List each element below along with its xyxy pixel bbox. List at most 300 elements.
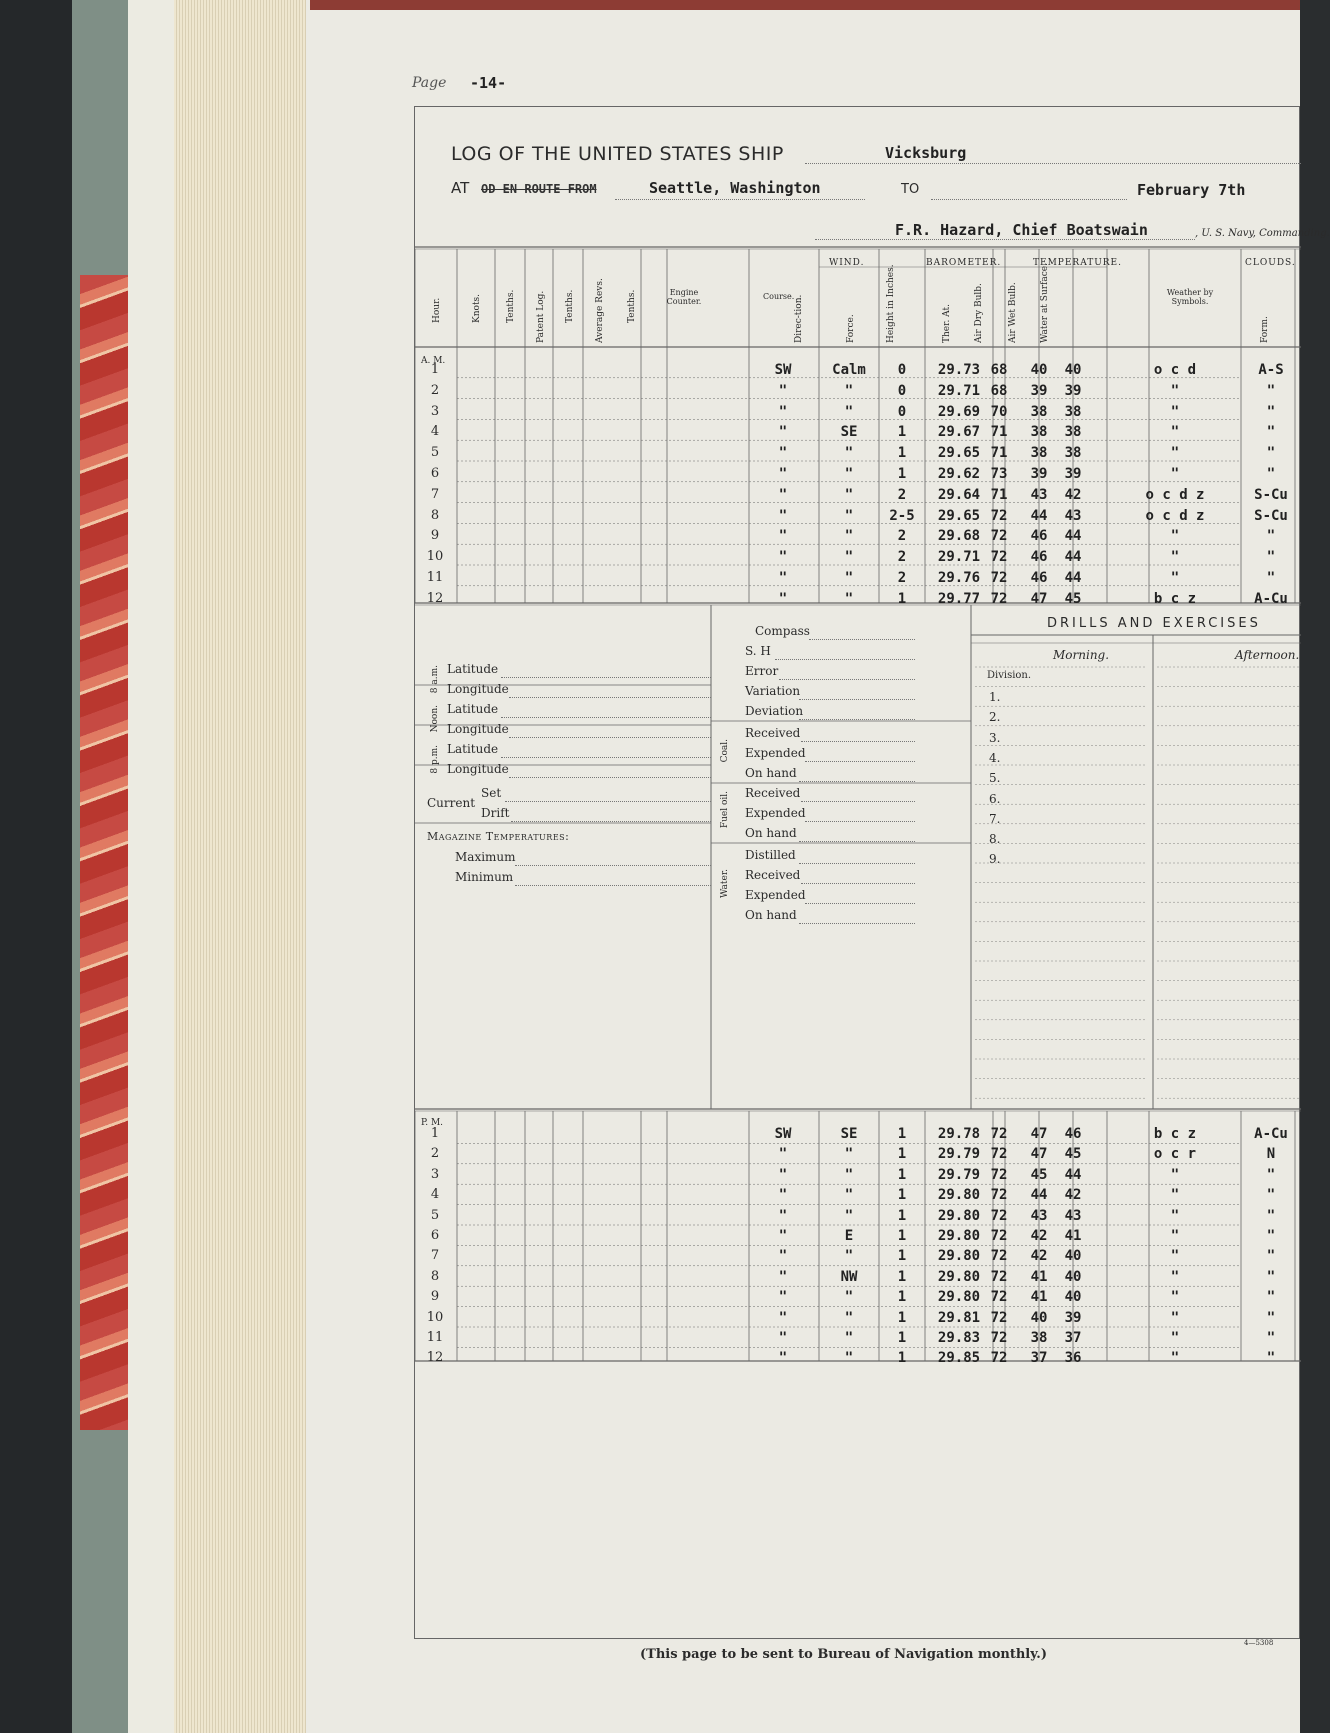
wind-header: WIND. xyxy=(829,258,865,268)
pm-height-cell: 29.83 xyxy=(937,1330,981,1346)
pm-course-cell: " xyxy=(778,1330,788,1346)
drill-division-number: 1. xyxy=(989,690,1001,704)
drill-division-number: 6. xyxy=(989,791,1001,806)
pm-hour-cell: 2 xyxy=(430,1146,440,1162)
drill-division-number: 4. xyxy=(989,750,1001,765)
water-label: Water. xyxy=(720,869,730,898)
am-course-cell: " xyxy=(778,507,788,524)
pm-hour-cell: 6 xyxy=(430,1228,440,1243)
noon-latitude-label: Latitude xyxy=(447,702,499,716)
am-hour-cell: 12 xyxy=(426,590,444,606)
am-course-cell: " xyxy=(778,549,788,566)
pm-hour-cell: 3 xyxy=(430,1166,440,1182)
am-form-cell: S-Cu xyxy=(1254,486,1288,503)
am-wet-cell: 42 xyxy=(1064,486,1082,503)
am-ther-cell: 68 xyxy=(990,362,1008,378)
pm-dry-cell: 41 xyxy=(1030,1289,1048,1306)
pm-dir-cell: " xyxy=(844,1350,854,1367)
magazine-max-label: Maximum xyxy=(455,850,516,864)
am-ther-cell: 71 xyxy=(990,445,1008,462)
pm-course-cell: " xyxy=(778,1289,788,1306)
am-form-cell: " xyxy=(1266,466,1276,482)
fuel-on-hand-label: On hand xyxy=(745,826,797,840)
pm-dry-cell: 38 xyxy=(1030,1330,1048,1346)
pm-ther-cell: 72 xyxy=(990,1268,1008,1285)
am-course-cell: " xyxy=(778,403,788,420)
am-wet-cell: 44 xyxy=(1064,549,1082,566)
am-wet-cell: 39 xyxy=(1064,466,1082,482)
am-force-cell: 2 xyxy=(897,549,907,566)
am-dry-cell: 38 xyxy=(1030,403,1048,420)
navy-label: , U. S. Navy, Commanding. xyxy=(1195,228,1330,239)
am-hour-cell: 5 xyxy=(430,445,440,461)
pm-dry-cell: 42 xyxy=(1030,1248,1048,1265)
water-surface-header: Water at Surface. xyxy=(1040,263,1050,343)
pm-wet-cell: 43 xyxy=(1064,1207,1082,1224)
ship-name: Vicksburg xyxy=(885,144,967,162)
am-course-cell: SW xyxy=(774,362,792,378)
pm-hour-cell: 1 xyxy=(430,1126,440,1141)
pm-course-cell: " xyxy=(778,1166,788,1183)
pm-ther-cell: 72 xyxy=(990,1350,1008,1367)
am-latitude-label: Latitude xyxy=(447,662,499,676)
pm-course-cell: " xyxy=(778,1146,788,1163)
pm-weather-cell: b c z xyxy=(1153,1126,1197,1142)
pm-force-cell: 1 xyxy=(897,1309,907,1326)
am-force-cell: 2-5 xyxy=(889,507,915,524)
am-hour-cell: 7 xyxy=(430,486,440,502)
am-hour-cell: 8 xyxy=(430,507,440,523)
pm-dry-cell: 37 xyxy=(1030,1350,1048,1367)
am-dry-cell: 38 xyxy=(1030,445,1048,462)
am-dir-cell: " xyxy=(844,403,854,420)
pm-hour-cell: 10 xyxy=(426,1309,444,1325)
tenths-header: Tenths. xyxy=(506,289,516,323)
pm-dry-cell: 44 xyxy=(1030,1187,1048,1204)
drill-division-number: 5. xyxy=(989,771,1001,786)
pm-force-cell: 1 xyxy=(897,1289,907,1306)
air-wet-header: Air Wet Bulb. xyxy=(1008,282,1018,343)
sh-label: S. H xyxy=(745,644,771,658)
am-force-cell: 1 xyxy=(897,445,907,462)
am-wet-cell: 44 xyxy=(1064,570,1082,586)
pm-wet-cell: 45 xyxy=(1064,1146,1082,1163)
drill-division-number: 2. xyxy=(989,710,1001,725)
am-weather-cell: " xyxy=(1170,466,1180,482)
pm-ther-cell: 72 xyxy=(990,1330,1008,1346)
am-course-cell: " xyxy=(778,590,788,607)
water-expended-label: Expended xyxy=(745,888,806,902)
pm-hour-cell: 5 xyxy=(430,1207,440,1223)
am-ther-cell: 68 xyxy=(990,382,1008,399)
drill-division-number: 3. xyxy=(989,730,1001,745)
am-wet-cell: 43 xyxy=(1064,507,1082,524)
am-dry-cell: 47 xyxy=(1030,590,1048,607)
drill-division-number: 9. xyxy=(989,852,1001,867)
pos-am-label: 8 a.m. xyxy=(430,665,440,694)
am-height-cell: 29.71 xyxy=(937,549,981,566)
pm-force-cell: 1 xyxy=(897,1146,907,1163)
barometer-header: BAROMETER. xyxy=(926,258,1002,268)
am-dir-cell: " xyxy=(844,382,854,399)
am-ther-cell: 72 xyxy=(990,570,1008,586)
pos-noon-label: Noon. xyxy=(430,705,440,733)
am-force-cell: 1 xyxy=(897,590,907,607)
am-ther-cell: 72 xyxy=(990,549,1008,566)
pm-wet-cell: 41 xyxy=(1064,1228,1082,1244)
pm-course-cell: " xyxy=(778,1268,788,1285)
pm-form-cell: " xyxy=(1266,1309,1276,1326)
am-course-cell: " xyxy=(778,570,788,586)
pm-height-cell: 29.79 xyxy=(937,1166,981,1183)
pm-force-cell: 1 xyxy=(897,1126,907,1142)
pm-weather-cell: " xyxy=(1170,1268,1180,1285)
am-height-cell: 29.71 xyxy=(937,382,981,399)
am-form-cell: " xyxy=(1266,403,1276,420)
pm-hour-cell: 4 xyxy=(430,1187,440,1203)
pm-dry-cell: 47 xyxy=(1030,1146,1048,1163)
am-force-cell: 2 xyxy=(897,528,907,545)
at-label: AT xyxy=(451,179,470,197)
am-dir-cell: " xyxy=(844,590,854,607)
avg-revs-header: Average Revs. xyxy=(595,278,605,343)
am-height-cell: 29.76 xyxy=(937,570,981,586)
pm-hour-cell: 12 xyxy=(426,1350,444,1366)
am-course-cell: " xyxy=(778,445,788,462)
am-dir-cell: " xyxy=(844,528,854,545)
am-weather-cell: o c d z xyxy=(1145,507,1205,524)
pm-form-cell: N xyxy=(1266,1146,1276,1163)
current-drift-label: Drift xyxy=(481,806,510,820)
pm-height-cell: 29.85 xyxy=(937,1350,981,1367)
baro-height-header: Height in Inches. xyxy=(886,264,896,343)
am-form-cell: " xyxy=(1266,445,1276,462)
pm-form-cell: " xyxy=(1266,1166,1276,1183)
am-weather-cell: " xyxy=(1170,382,1180,399)
pm-weather-cell: " xyxy=(1170,1207,1180,1224)
pm-dry-cell: 42 xyxy=(1030,1228,1048,1244)
pm-weather-cell: " xyxy=(1170,1228,1180,1244)
magazine-label: Magazine Temperatures: xyxy=(427,830,570,843)
pm-height-cell: 29.80 xyxy=(937,1268,981,1285)
drills-title: DRILLS AND EXERCISES xyxy=(1047,616,1261,631)
pm-wet-cell: 40 xyxy=(1064,1289,1082,1306)
am-force-cell: 1 xyxy=(897,424,907,441)
am-dry-cell: 40 xyxy=(1030,362,1048,378)
pm-wet-cell: 36 xyxy=(1064,1350,1082,1367)
current-label: Current xyxy=(427,796,476,810)
pm-force-cell: 1 xyxy=(897,1350,907,1367)
am-ther-cell: 72 xyxy=(990,528,1008,545)
am-dry-cell: 39 xyxy=(1030,466,1048,482)
pm-dir-cell: " xyxy=(844,1187,854,1204)
am-height-cell: 29.67 xyxy=(937,424,981,441)
am-label: A. M. xyxy=(421,356,446,366)
water-on-hand-label: On hand xyxy=(745,908,797,922)
pm-dir-cell: " xyxy=(844,1166,854,1183)
am-wet-cell: 38 xyxy=(1064,445,1082,462)
am-ther-cell: 72 xyxy=(990,507,1008,524)
am-hour-cell: 2 xyxy=(430,382,440,398)
pm-dry-cell: 43 xyxy=(1030,1207,1048,1224)
pm-form-cell: " xyxy=(1266,1268,1276,1285)
knots-header: Knots. xyxy=(472,293,482,323)
air-dry-header: Air Dry Bulb. xyxy=(974,283,984,343)
pm-height-cell: 29.79 xyxy=(937,1146,981,1163)
pm-course-cell: " xyxy=(778,1309,788,1326)
am-dir-cell: " xyxy=(844,549,854,566)
am-ther-cell: 71 xyxy=(990,424,1008,441)
am-weather-cell: " xyxy=(1170,528,1180,545)
pm-form-cell: " xyxy=(1266,1289,1276,1306)
am-wet-cell: 40 xyxy=(1064,362,1082,378)
am-wet-cell: 39 xyxy=(1064,382,1082,399)
baro-ther-header: Ther. At. xyxy=(942,304,952,343)
pm-dir-cell: SE xyxy=(840,1126,858,1142)
am-wet-cell: 45 xyxy=(1064,590,1082,607)
drill-division-number: 7. xyxy=(989,811,1001,826)
hour-header: Hour. xyxy=(432,297,442,323)
am-dir-cell: " xyxy=(844,486,854,503)
clouds-header: CLOUDS. xyxy=(1245,258,1296,268)
pm-dir-cell: " xyxy=(844,1248,854,1265)
pm-dry-cell: 45 xyxy=(1030,1166,1048,1183)
am-dry-cell: 43 xyxy=(1030,486,1048,503)
fuel-received-label: Received xyxy=(745,786,801,800)
pm-form-cell: " xyxy=(1266,1207,1276,1224)
pm-form-cell: " xyxy=(1266,1228,1276,1244)
pm-form-cell: A-Cu xyxy=(1254,1126,1288,1142)
am-force-cell: 0 xyxy=(897,362,907,378)
am-form-cell: " xyxy=(1266,382,1276,399)
water-distilled-label: Distilled xyxy=(745,848,796,862)
page-label: Page xyxy=(412,75,447,91)
noon-longitude-label: Longitude xyxy=(447,722,509,736)
am-hour-cell: 4 xyxy=(430,424,440,440)
am-dry-cell: 39 xyxy=(1030,382,1048,399)
pm-course-cell: " xyxy=(778,1228,788,1244)
pm-force-cell: 1 xyxy=(897,1248,907,1265)
pm-form-cell: " xyxy=(1266,1330,1276,1346)
am-form-cell: " xyxy=(1266,424,1276,441)
pm-wet-cell: 40 xyxy=(1064,1268,1082,1285)
pm-wet-cell: 42 xyxy=(1064,1187,1082,1204)
pm-height-cell: 29.80 xyxy=(937,1207,981,1224)
am-height-cell: 29.77 xyxy=(937,590,981,607)
pm-force-cell: 1 xyxy=(897,1207,907,1224)
pm-dry-cell: 40 xyxy=(1030,1309,1048,1326)
pm-course-cell: " xyxy=(778,1350,788,1367)
log-sheet xyxy=(414,106,1330,1639)
log-grid xyxy=(415,107,1301,1640)
am-height-cell: 29.73 xyxy=(937,362,981,378)
am-hour-cell: 9 xyxy=(430,528,440,544)
am-dir-cell: Calm xyxy=(832,362,866,378)
am-dry-cell: 46 xyxy=(1030,570,1048,586)
page-number: -14- xyxy=(470,74,507,92)
pm-height-cell: 29.80 xyxy=(937,1228,981,1244)
pm-ther-cell: 72 xyxy=(990,1309,1008,1326)
am-form-cell: " xyxy=(1266,549,1276,566)
am-ther-cell: 70 xyxy=(990,403,1008,420)
pm-dry-cell: 47 xyxy=(1030,1126,1048,1142)
am-course-cell: " xyxy=(778,486,788,503)
am-weather-cell: " xyxy=(1170,570,1180,586)
am-longitude-label: Longitude xyxy=(447,682,509,696)
log-date: February 7th xyxy=(1137,181,1246,199)
am-form-cell: S-Cu xyxy=(1254,507,1288,524)
am-weather-cell: " xyxy=(1170,424,1180,441)
patent-log-header: Patent Log. xyxy=(536,290,546,343)
pm-weather-cell: " xyxy=(1170,1248,1180,1265)
am-weather-cell: " xyxy=(1170,403,1180,420)
tenths2-header: Tenths. xyxy=(565,289,575,323)
am-height-cell: 29.65 xyxy=(937,445,981,462)
pm-hour-cell: 8 xyxy=(430,1268,440,1284)
pm-ther-cell: 72 xyxy=(990,1207,1008,1224)
am-hour-cell: 3 xyxy=(430,403,440,419)
am-hour-cell: 1 xyxy=(430,362,440,377)
am-form-cell: " xyxy=(1266,528,1276,545)
pm-height-cell: 29.80 xyxy=(937,1187,981,1204)
pm-height-cell: 29.80 xyxy=(937,1289,981,1306)
am-ther-cell: 71 xyxy=(990,486,1008,503)
am-height-cell: 29.68 xyxy=(937,528,981,545)
am-wet-cell: 44 xyxy=(1064,528,1082,545)
pm-label: P. M. xyxy=(421,1118,444,1128)
am-weather-cell: " xyxy=(1170,549,1180,566)
pm-wet-cell: 44 xyxy=(1064,1166,1082,1183)
compass-label: Compass xyxy=(755,624,810,638)
deviation-label: Deviation xyxy=(745,704,804,718)
am-course-cell: " xyxy=(778,466,788,482)
pm-course-cell: " xyxy=(778,1248,788,1265)
pm-form-cell: " xyxy=(1266,1350,1276,1367)
am-course-cell: " xyxy=(778,528,788,545)
coal-on-hand-label: On hand xyxy=(745,766,797,780)
pm-ther-cell: 72 xyxy=(990,1146,1008,1163)
am-dir-cell: " xyxy=(844,466,854,482)
magazine-min-label: Minimum xyxy=(455,870,514,884)
am-height-cell: 29.62 xyxy=(937,466,981,482)
weather-header: Weather by Symbols. xyxy=(1166,288,1214,306)
am-course-cell: " xyxy=(778,382,788,399)
officer-name: F.R. Hazard, Chief Boatswain xyxy=(895,221,1148,239)
engine-counter-header: Engine Counter. xyxy=(666,288,702,306)
pm-dry-cell: 41 xyxy=(1030,1268,1048,1285)
am-form-cell: A-Cu xyxy=(1254,590,1288,607)
pm-force-cell: 1 xyxy=(897,1268,907,1285)
am-ther-cell: 72 xyxy=(990,590,1008,607)
am-dir-cell: " xyxy=(844,445,854,462)
at-struck-text: OD EN ROUTE FROM xyxy=(481,182,597,196)
wind-direction-header: Direc-tion. xyxy=(794,294,804,343)
pm-hour-cell: 7 xyxy=(430,1248,440,1264)
pm-wet-cell: 37 xyxy=(1064,1330,1082,1346)
am-form-cell: " xyxy=(1266,570,1276,586)
pm-ther-cell: 72 xyxy=(990,1187,1008,1204)
pm-weather-cell: o c r xyxy=(1153,1146,1197,1163)
pm-dir-cell: NW xyxy=(840,1268,858,1285)
pm-wet-cell: 46 xyxy=(1064,1126,1082,1142)
pm-force-cell: 1 xyxy=(897,1228,907,1244)
current-set-label: Set xyxy=(481,786,502,800)
flyleaf xyxy=(128,0,180,1733)
am-force-cell: 2 xyxy=(897,486,907,503)
pm-force-cell: 1 xyxy=(897,1187,907,1204)
tenths3-header: Tenths. xyxy=(627,289,637,323)
pm-dir-cell: " xyxy=(844,1207,854,1224)
pm-weather-cell: " xyxy=(1170,1289,1180,1306)
am-force-cell: 1 xyxy=(897,466,907,482)
fuel-expended-label: Expended xyxy=(745,806,806,820)
am-height-cell: 29.64 xyxy=(937,486,981,503)
drill-division-number: 8. xyxy=(989,832,1001,847)
pm-dir-cell: " xyxy=(844,1330,854,1346)
pm-form-cell: " xyxy=(1266,1187,1276,1204)
am-dir-cell: " xyxy=(844,507,854,524)
footer-note: (This page to be sent to Bureau of Navigation monthly.) xyxy=(640,1647,1047,1662)
am-height-cell: 29.65 xyxy=(937,507,981,524)
am-form-cell: A-S xyxy=(1258,362,1284,378)
pm-dir-cell: " xyxy=(844,1309,854,1326)
pos-pm-label: 8 p.m. xyxy=(430,745,440,774)
pm-latitude-label: Latitude xyxy=(447,742,499,756)
am-dry-cell: 44 xyxy=(1030,507,1048,524)
pm-weather-cell: " xyxy=(1170,1166,1180,1183)
coal-expended-label: Expended xyxy=(745,746,806,760)
pm-ther-cell: 72 xyxy=(990,1166,1008,1183)
am-dry-cell: 38 xyxy=(1030,424,1048,441)
course-header: Course. xyxy=(763,292,795,301)
am-hour-cell: 6 xyxy=(430,466,440,481)
am-weather-cell: " xyxy=(1170,445,1180,462)
pm-wet-cell: 40 xyxy=(1064,1248,1082,1265)
am-dir-cell: " xyxy=(844,570,854,586)
am-hour-cell: 11 xyxy=(426,570,444,585)
pm-weather-cell: " xyxy=(1170,1350,1180,1367)
pm-weather-cell: " xyxy=(1170,1330,1180,1346)
am-dry-cell: 46 xyxy=(1030,528,1048,545)
fuel-oil-label: Fuel oil. xyxy=(720,791,730,829)
am-weather-cell: o c d xyxy=(1153,362,1197,378)
pm-dir-cell: E xyxy=(844,1228,854,1244)
pm-hour-cell: 11 xyxy=(426,1330,444,1345)
pm-height-cell: 29.80 xyxy=(937,1248,981,1265)
pm-form-cell: " xyxy=(1266,1248,1276,1265)
pm-wet-cell: 39 xyxy=(1064,1309,1082,1326)
am-force-cell: 0 xyxy=(897,403,907,420)
pm-weather-cell: " xyxy=(1170,1187,1180,1204)
am-ther-cell: 73 xyxy=(990,466,1008,482)
drills-afternoon: Afternoon. xyxy=(1235,648,1300,662)
pm-height-cell: 29.78 xyxy=(937,1126,981,1142)
pm-weather-cell: " xyxy=(1170,1309,1180,1326)
am-force-cell: 2 xyxy=(897,570,907,586)
pm-force-cell: 1 xyxy=(897,1330,907,1346)
pm-longitude-label: Longitude xyxy=(447,762,509,776)
page-block-edge xyxy=(174,0,310,1733)
water-received-label: Received xyxy=(745,868,801,882)
pm-course-cell: " xyxy=(778,1187,788,1204)
book-cover xyxy=(0,0,80,1733)
wind-force-header: Force. xyxy=(846,314,856,343)
am-dir-cell: SE xyxy=(840,424,858,441)
am-height-cell: 29.69 xyxy=(937,403,981,420)
error-label: Error xyxy=(745,664,779,678)
am-hour-cell: 10 xyxy=(426,549,444,565)
pm-course-cell: SW xyxy=(774,1126,792,1142)
